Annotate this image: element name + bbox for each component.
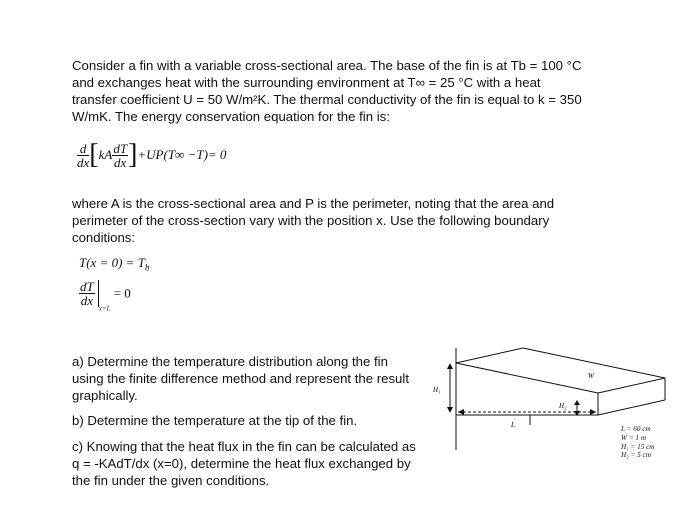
- label-l: L: [511, 421, 515, 429]
- boundary-condition-2: $\frac{dT}{dx}$ $_{x=L}$ = 0: [80, 279, 131, 313]
- question-b: b) Determine the temperature at the tip of the fin.: [72, 413, 358, 428]
- question-c-line-2: q = -KAdT/dx (x=0), determine the heat flux exchanged by: [72, 456, 411, 471]
- legend-h1: H₁ = 15 cm: [621, 442, 655, 451]
- inner-derivative: $\frac{dT}{dx}$: [113, 140, 128, 170]
- label-w: W: [588, 372, 594, 380]
- boundary-condition-1: $T(x = 0) = T_b$: [79, 255, 150, 273]
- outer-derivative: $\frac{d}{dx}$: [77, 140, 90, 170]
- dimension-legend: [621, 425, 655, 460]
- energy-equation: $\frac{d}{dx}$ [kA $\frac{dT}{dx}$ ]+UP(T∞ −T)= 0: [77, 139, 227, 170]
- where-line-2: perimeter of the cross-section vary with the position x. Use the following boundary: [72, 213, 550, 228]
- question-c-line-1: c) Knowing that the heat flux in the fin can be calculated as: [72, 439, 416, 454]
- kA-term: kA: [98, 147, 113, 162]
- fin-top-front-edge: [456, 363, 598, 393]
- fin-top-right-edge: [523, 348, 665, 378]
- label-h1: H₁: [433, 386, 441, 394]
- label-h2: H₂: [559, 402, 567, 410]
- intro-line-3: transfer coefficient U = 50 W/m²K. The thermal conductivity of the fin is equal to k = 350: [72, 92, 582, 107]
- question-a-line-1: a) Determine the temperature distribution along the fin: [72, 354, 388, 369]
- legend-h2: H₂ = 5 cm: [621, 451, 651, 460]
- fin-top-back-edge: [456, 348, 523, 363]
- where-line-3: conditions:: [72, 230, 136, 245]
- legend-width: W = 1 m: [621, 433, 647, 442]
- question-a-line-3: graphically.: [72, 388, 138, 403]
- where-line-1: where A is the cross-sectional area and P is the perimeter, noting that the area and: [72, 196, 555, 211]
- legend-length: L = 60 cm: [621, 425, 651, 433]
- fin-tip-top-edge: [598, 378, 665, 393]
- intro-line-1: Consider a fin with a variable cross-sectional area. The base of the fin is at Tb = 100 °C: [72, 58, 582, 73]
- convection-term: +UP(T∞ −T)= 0: [137, 147, 227, 162]
- question-c-line-3: the fin under the given conditions.: [72, 473, 270, 488]
- intro-line-4: W/mK. The energy conservation equation for the fin is:: [72, 109, 390, 124]
- question-a-line-2: using the finite difference method and represent the result: [72, 371, 409, 386]
- fin-tip-bottom-edge: [598, 400, 665, 415]
- intro-line-2: and exchanges heat with the surrounding environment at T∞ = 25 °C with a heat: [72, 75, 541, 90]
